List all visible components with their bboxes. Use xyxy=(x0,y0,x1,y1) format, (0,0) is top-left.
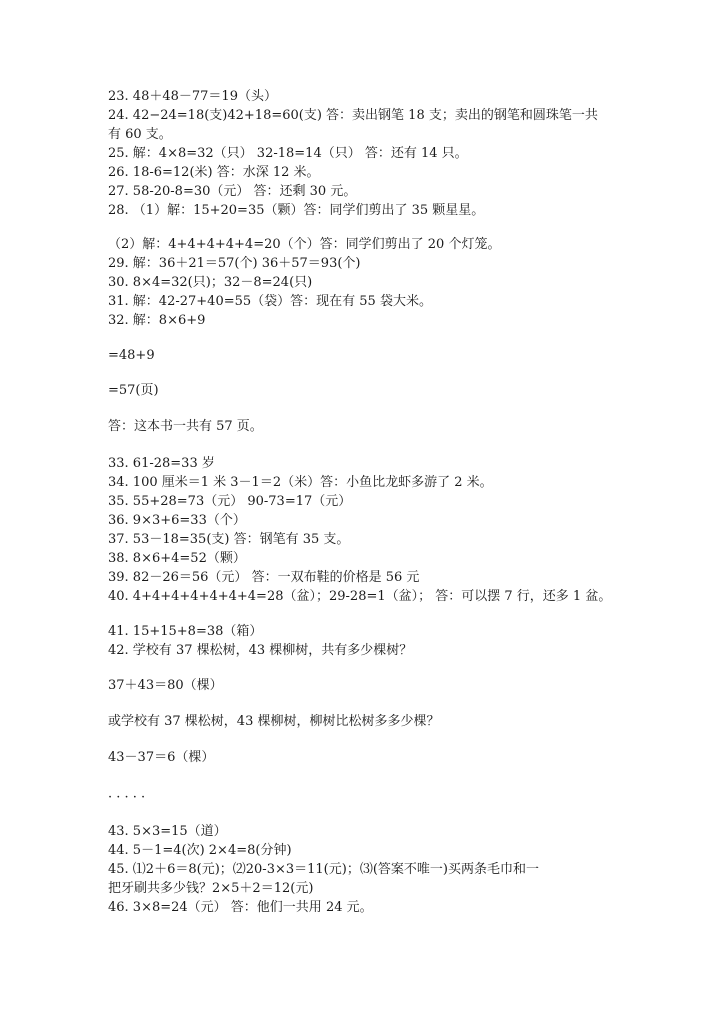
text-line: 33. 61-28=33 岁 xyxy=(108,456,215,471)
text-line: 31. 解：42-27+40=55（袋）答：现在有 55 袋大米。 xyxy=(108,294,432,309)
text-line: （2）解：4+4+4+4+4=20（个）答：同学们剪出了 20 个灯笼。 xyxy=(108,237,501,252)
text-line: 30. 8×4=32(只)；32－8=24(只) xyxy=(108,275,313,290)
text-line: 32. 解：8×6+9 xyxy=(108,313,206,328)
text-line: · · · · · xyxy=(108,790,146,805)
text-line: 25. 解：4×8=32（只） 32-18=14（只） 答：还有 14 只。 xyxy=(108,146,468,161)
text-line: =48+9 xyxy=(108,348,155,363)
text-line: 43－37＝6（棵） xyxy=(108,750,215,765)
text-line: 有 60 支。 xyxy=(108,127,172,142)
text-line: 26. 18-6=12(米) 答：水深 12 米。 xyxy=(108,165,320,180)
text-line: =57(页) xyxy=(108,383,159,398)
text-line: 46. 3×8=24（元） 答：他们一共用 24 元。 xyxy=(108,900,373,915)
text-line: 38. 8×6+4=52（颗） xyxy=(108,551,246,566)
text-line: 45. ⑴2＋6＝8(元)；⑵20-3×3＝11(元)；⑶(答案不唯一)买两条毛巾和一 xyxy=(108,862,539,877)
text-line: 36. 9×3+6=33（个） xyxy=(108,513,246,528)
text-line: 28. （1）解：15+20=35（颗）答：同学们剪出了 35 颗星星。 xyxy=(108,203,485,218)
text-line: 44. 5－1=4(次) 2×4=8(分钟) xyxy=(108,843,292,858)
text-line: 42. 学校有 37 棵松树，43 棵柳树，共有多少棵树？ xyxy=(108,643,413,658)
text-line: 34. 100 厘米＝1 米 3－1＝2（米）答：小鱼比龙虾多游了 2 米。 xyxy=(108,475,493,490)
text-line: 29. 解：36＋21＝57(个) 36＋57＝93(个) xyxy=(108,256,361,271)
text-line: 37. 53－18=35(支) 答：钢笔有 35 支。 xyxy=(108,532,350,547)
text-line: 41. 15+15+8=38（箱） xyxy=(108,624,263,639)
text-line: 43. 5×3=15（道） xyxy=(108,824,227,839)
text-line: 23. 48＋48－77＝19（头） xyxy=(108,89,277,104)
text-line: 27. 58-20-8=30（元） 答：还剩 30 元。 xyxy=(108,184,357,199)
text-line: 把牙刷共多少钱？2×5＋2＝12(元) xyxy=(108,881,314,896)
text-line: 24. 42−24=18(支)42+18=60(支) 答：卖出钢笔 18 支；卖出的钢笔和圆珠笔一共 xyxy=(108,108,598,123)
text-line: 37＋43＝80（棵） xyxy=(108,678,223,693)
text-line: 或学校有 37 棵松树，43 棵柳树，柳树比松树多多少棵？ xyxy=(108,714,440,729)
text-line: 40. 4+4+4+4+4+4+4=28（盆）；29-28=1（盆）； 答：可以摆 7 行，还多 1 盆。 xyxy=(108,589,612,604)
text-line: 35. 55+28=73（元） 90-73=17（元） xyxy=(108,494,352,509)
text-line: 39. 82－26＝56（元） 答：一双布鞋的价格是 56 元 xyxy=(108,570,420,585)
text-line: 答：这本书一共有 57 页。 xyxy=(108,419,263,434)
